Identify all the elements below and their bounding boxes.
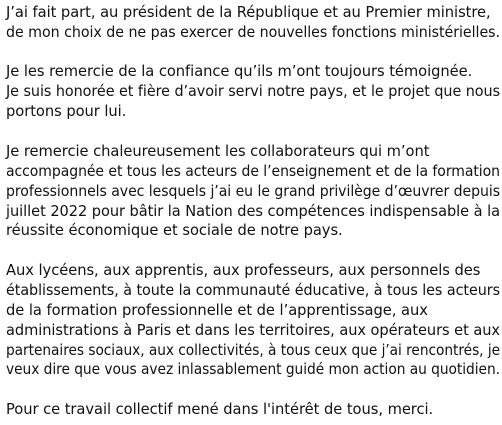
- text-line: Aux lycéens, aux apprentis, aux professeurs, aux personnels des: [6, 261, 481, 279]
- text-line: de mon choix de ne pas exercer de nouvelles fonctions ministérielles.: [6, 23, 501, 41]
- paragraph-3: [6, 142, 500, 241]
- text-line: veux dire que vous avez inlassablement guidé mon action au quotidien.: [6, 361, 500, 379]
- text-line: administrations à Paris et dans les territoires, aux opérateurs et aux: [6, 321, 500, 339]
- paragraph-2: [6, 62, 500, 122]
- paragraph-4: [6, 261, 500, 380]
- text-line: juillet 2022 pour bâtir la Nation des compétences indispensable à la: [6, 202, 500, 220]
- paragraph-spacer: [6, 241, 500, 261]
- text-line: professionnels avec lesquels j’ai eu le grand privilège d’œuvrer depuis: [6, 182, 501, 200]
- text-line: Pour ce travail collectif mené dans l'intérêt de tous, merci.: [6, 401, 434, 418]
- text-line: J’ai fait part, au président de la République et au Premier ministre,: [6, 4, 491, 21]
- text-line: réussite économique et sociale de notre pays.: [6, 222, 343, 240]
- text-line: établissements, à toute la communauté éducative, à tous les acteurs: [6, 281, 501, 299]
- paragraph-1: [6, 3, 500, 43]
- paragraph-spacer: [6, 122, 500, 142]
- text-line: portons pour lui.: [6, 103, 127, 121]
- text-line: Je remercie chaleureusement les collaborateurs qui m’ont: [6, 142, 430, 160]
- paragraph-spacer: [6, 380, 500, 400]
- text-line: accompagnée et tous les acteurs de l’enseignement et de la formation: [6, 162, 500, 180]
- text-line: Je les remercie de la confiance qu’ils m’ont toujours témoignée.: [6, 63, 473, 81]
- statement-document: [6, 3, 500, 420]
- text-line: de la formation professionnelle et de l’apprentissage, aux: [6, 301, 428, 319]
- paragraph-spacer: [6, 43, 500, 63]
- text-line: Je suis honorée et fière d’avoir servi notre pays, et le projet que nous: [6, 83, 501, 101]
- text-line: partenaires sociaux, aux collectivités, à tous ceux que j’ai rencontrés, je: [6, 341, 501, 359]
- paragraph-5: [6, 400, 500, 420]
